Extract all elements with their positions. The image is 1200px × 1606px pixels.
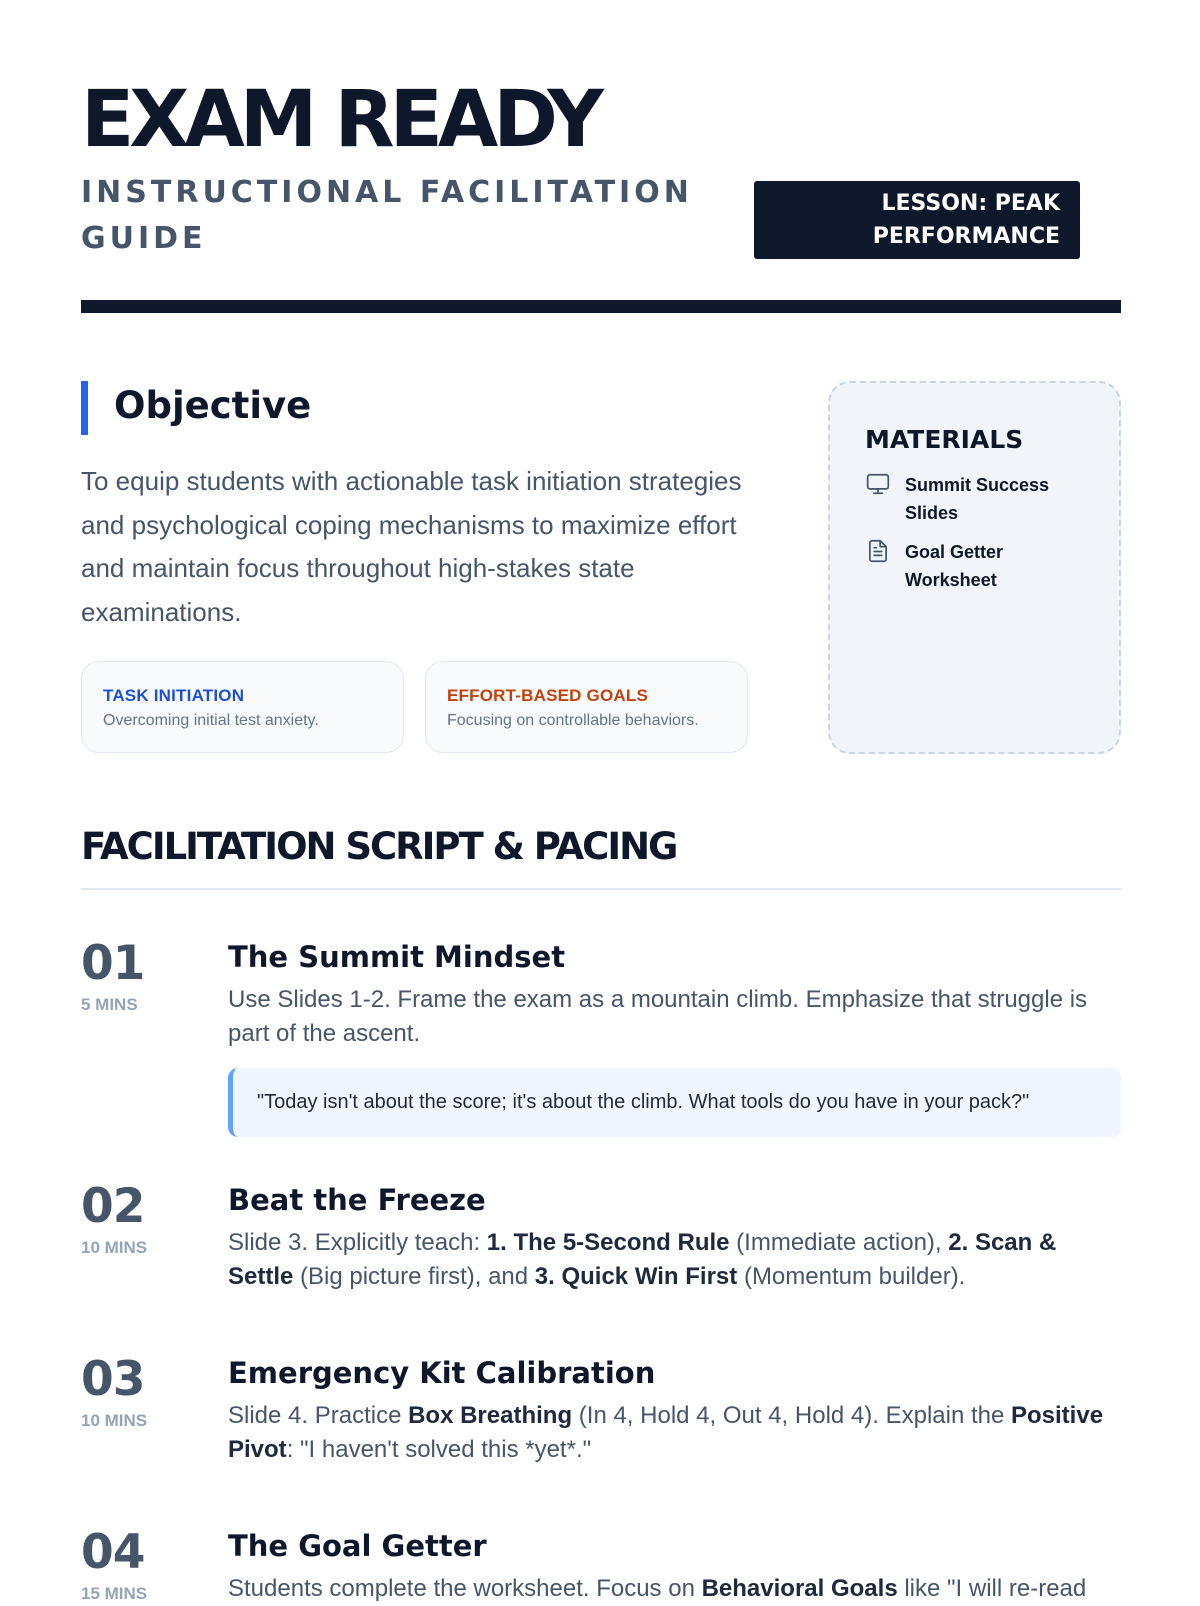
focus-card-effort-goals	[425, 661, 748, 753]
objective-heading: Objective	[114, 384, 312, 427]
step-body	[228, 1527, 1121, 1606]
focus-card-title: EFFORT-BASED GOALS	[447, 686, 648, 705]
step-body	[228, 1354, 1121, 1467]
document-icon	[865, 538, 891, 564]
description-text: Slide 4. Practice	[228, 1402, 409, 1429]
page-subtitle: INSTRUCTIONAL FACILITATION GUIDE	[81, 175, 693, 256]
description-text: (In 4, Hold 4, Out 4, Hold 4). Explain the	[572, 1402, 1011, 1429]
step-duration: 5 MINS	[81, 995, 138, 1014]
step-body	[228, 938, 1121, 1137]
step-title: The Goal Getter	[228, 1529, 487, 1563]
step-number: 01	[81, 936, 145, 991]
emphasis-text: 3. Quick Win First	[534, 1263, 738, 1290]
focus-card-task-initiation	[81, 661, 404, 753]
monitor-icon	[865, 471, 891, 497]
emphasis-text: Positive Pivot	[228, 1402, 1104, 1463]
objective-accent-bar	[81, 381, 88, 435]
focus-card-desc: Focusing on controllable behaviors.	[447, 712, 699, 729]
step-description	[228, 1226, 1121, 1294]
emphasis-text: Box Breathing	[408, 1402, 573, 1429]
focus-card-title: TASK INITIATION	[103, 686, 245, 705]
page-title: EXAM READY	[81, 75, 599, 165]
emphasis-text: Behavioral Goals	[701, 1575, 898, 1602]
description-text: (Big picture first), and	[293, 1263, 535, 1290]
description-text: Students complete the worksheet. Focus on	[228, 1575, 702, 1602]
description-text: Slide 3. Explicitly teach:	[228, 1229, 487, 1256]
step-description	[228, 1399, 1121, 1467]
header-divider	[81, 300, 1121, 313]
step-title: Beat the Freeze	[228, 1183, 486, 1217]
materials-item-label: Summit Success Slides	[905, 475, 1050, 523]
step-duration: 10 MINS	[81, 1238, 148, 1257]
description-text: (Immediate action),	[729, 1229, 949, 1256]
materials-panel	[828, 381, 1121, 754]
emphasis-text: 1. The 5-Second Rule	[486, 1229, 730, 1256]
step-title: The Summit Mindset	[228, 940, 566, 974]
step-description	[228, 1572, 1121, 1606]
lesson-badge: LESSON: PEAK PERFORMANCE	[754, 181, 1080, 259]
objective-text: To equip students with actionable task initiation strategies and psychological coping mechanisms to maximize effort and maintain focus throughout high-stakes state examinations.	[81, 466, 742, 627]
step-number: 04	[81, 1525, 145, 1580]
step-description	[228, 983, 1121, 1051]
description-text: Use Slides 1-2. Frame the exam as a mountain climb. Emphasize that struggle is part of the ascent.	[228, 986, 1088, 1047]
materials-item	[865, 471, 1099, 527]
materials-title: MATERIALS	[865, 425, 1024, 454]
description-text: (Momentum builder).	[737, 1263, 966, 1290]
description-text: : "I haven't solved this *yet*."	[286, 1436, 592, 1463]
step-number: 02	[81, 1179, 145, 1234]
step-body	[228, 1181, 1121, 1294]
step-duration: 10 MINS	[81, 1411, 148, 1430]
step-title: Emergency Kit Calibration	[228, 1356, 656, 1390]
step-duration: 15 MINS	[81, 1584, 148, 1603]
facilitator-quote: "Today isn't about the score; it's about the climb. What tools do you have in your pack?"	[228, 1068, 1121, 1137]
facilitation-heading: FACILITATION SCRIPT & PACING	[81, 825, 677, 868]
materials-item	[865, 538, 1099, 594]
step-number: 03	[81, 1352, 145, 1407]
focus-card-desc: Overcoming initial test anxiety.	[103, 712, 319, 729]
description-text: like "I will re-read	[897, 1575, 1087, 1602]
facilitation-divider	[81, 888, 1121, 890]
materials-item-label: Goal Getter Worksheet	[905, 542, 1004, 590]
emphasis-text: 2. Scan & Settle	[228, 1229, 1057, 1290]
